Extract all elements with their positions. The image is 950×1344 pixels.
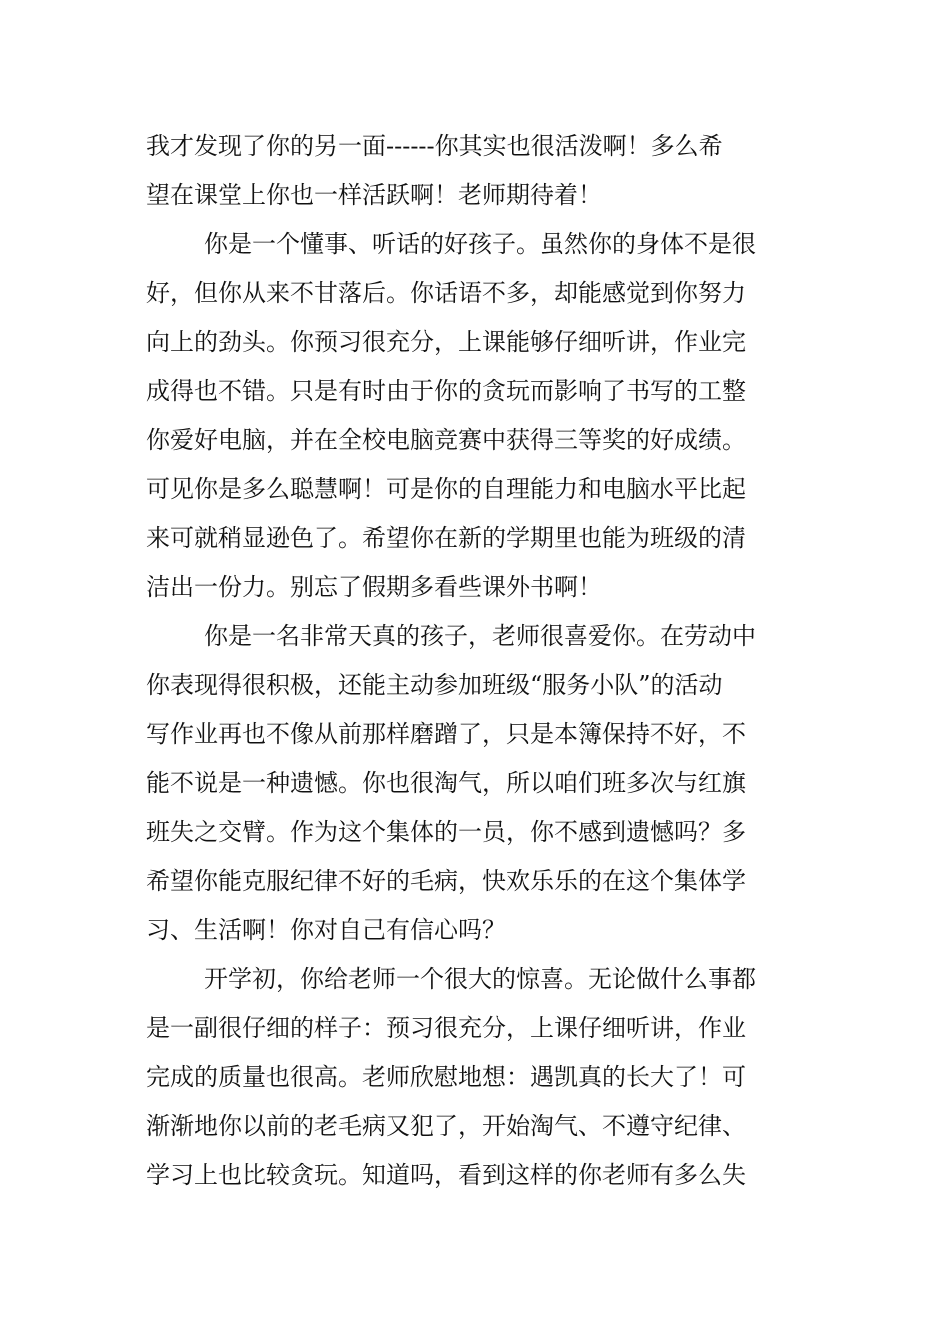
text-line: 渐渐地你以前的老毛病又犯了，开始淘气、不遵守纪律、: [146, 1112, 746, 1140]
text-line: 习、生活啊！你对自己有信心吗？: [146, 916, 506, 944]
text-line: 学习上也比较贪玩。知道吗，看到这样的你老师有多么失: [146, 1161, 746, 1189]
text-line: 班失之交臂。作为这个集体的一员，你不感到遗憾吗？多: [146, 818, 746, 846]
text-line: 好，但你从来不甘落后。你话语不多，却能感觉到你努力: [146, 279, 746, 307]
text-line: 我才发现了你的另一面------你其实也很活泼啊！多么希: [146, 132, 723, 160]
paragraph-start-line: 你是一名非常天真的孩子，老师很喜爱你。在劳动中: [204, 622, 756, 650]
text-line: 是一副很仔细的样子：预习很充分，上课仔细听讲，作业: [146, 1014, 746, 1042]
text-line: 可见你是多么聪慧啊！可是你的自理能力和电脑水平比起: [146, 475, 746, 503]
body-text: [146, 122, 810, 1200]
text-line: 来可就稍显逊色了。希望你在新的学期里也能为班级的清: [146, 524, 746, 552]
text-line: 成得也不错。只是有时由于你的贪玩而影响了书写的工整: [146, 377, 746, 405]
text-line: 希望你能克服纪律不好的毛病，快欢乐乐的在这个集体学: [146, 867, 746, 895]
text-line: 完成的质量也很高。老师欣慰地想：遇凯真的长大了！可: [146, 1063, 746, 1091]
paragraph-start-line: 你是一个懂事、听话的好孩子。虽然你的身体不是很: [204, 230, 756, 258]
paragraph-start-line: 开学初，你给老师一个很大的惊喜。无论做什么事都: [204, 965, 756, 993]
text-line: 你爱好电脑，并在全校电脑竞赛中获得三等奖的好成绩。: [146, 426, 746, 454]
text-line: 望在课堂上你也一样活跃啊！老师期待着！: [146, 181, 602, 209]
text-line: 洁出一份力。别忘了假期多看些课外书啊！: [146, 573, 602, 601]
text-line: 向上的劲头。你预习很充分，上课能够仔细听讲，作业完: [146, 328, 746, 356]
text-line: 能不说是一种遗憾。你也很淘气，所以咱们班多次与红旗: [146, 769, 746, 797]
text-line: 写作业再也不像从前那样磨蹭了，只是本簿保持不好，不: [146, 720, 746, 748]
text-line: 你表现得很积极，还能主动参加班级“服务小队”的活动: [146, 671, 723, 699]
